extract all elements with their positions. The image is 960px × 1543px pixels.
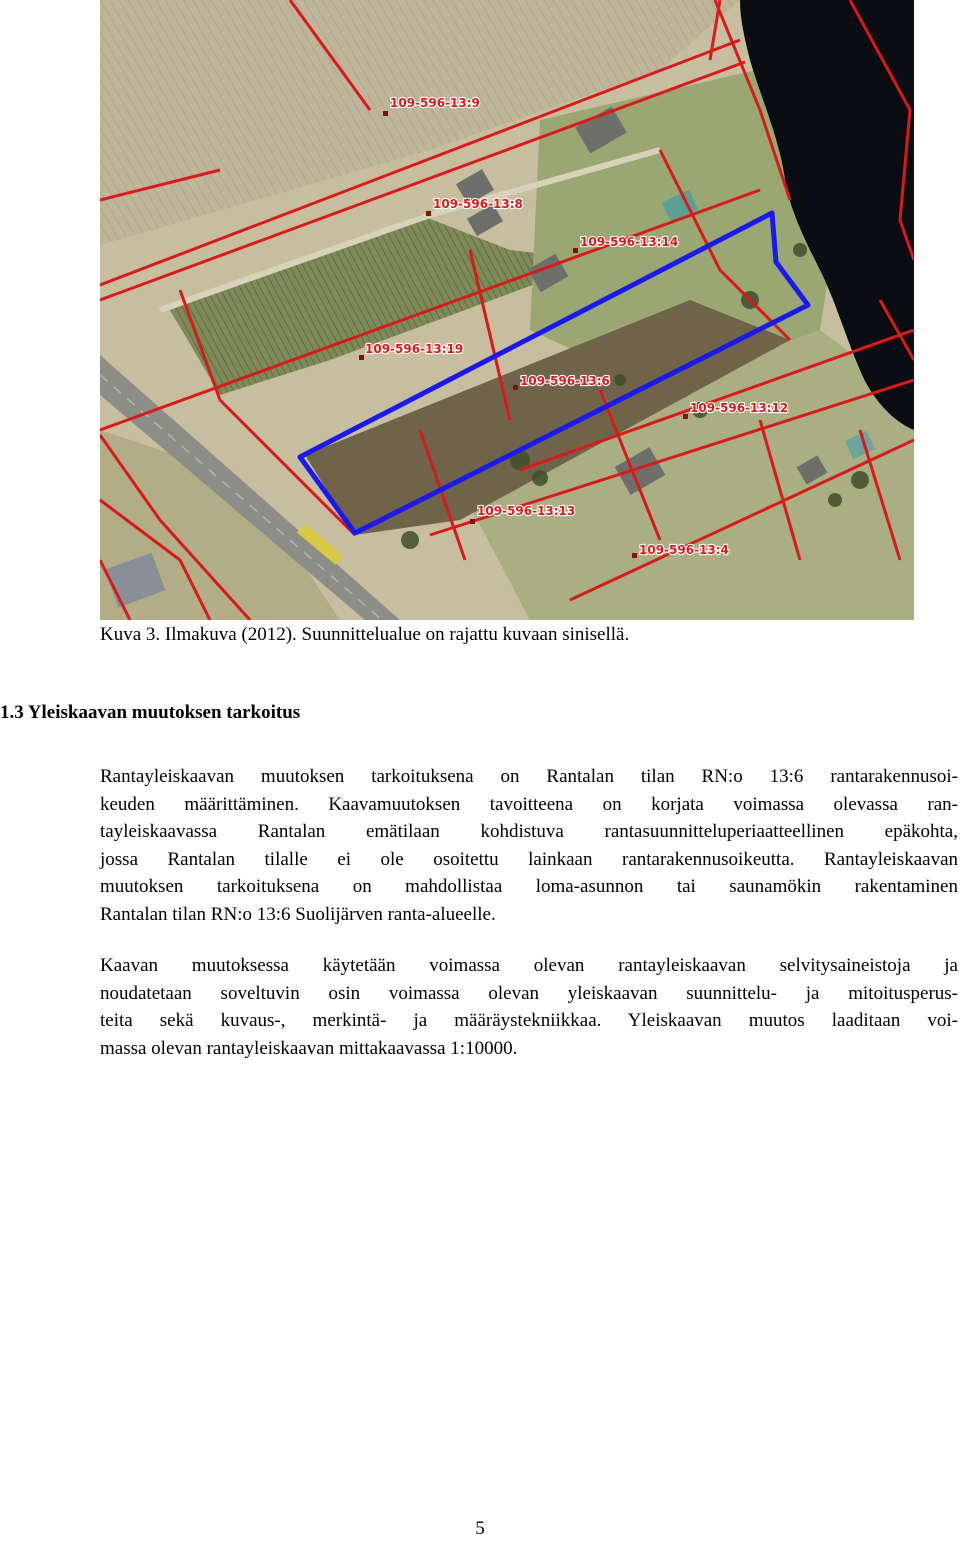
parcel-label: 109-596-13:8 bbox=[433, 197, 523, 211]
text-line: keuden määrittäminen. Kaavamuutoksen tavoitteena on korjata voimassa olevassa ran- bbox=[100, 793, 958, 815]
aerial-map bbox=[100, 0, 914, 620]
parcel-label: 109-596-13:12 bbox=[690, 401, 789, 415]
text-line: teita sekä kuvaus-, merkintä- ja määräystekniikkaa. Yleiskaavan muutos laaditaan voi- bbox=[100, 1010, 958, 1031]
parcel-label: 109-596-13:13 bbox=[477, 504, 576, 518]
text-line: massa olevan rantayleiskaavan mittakaavassa 1:10000. bbox=[100, 1037, 518, 1059]
parcel-label: 109-596-13:19 bbox=[365, 342, 464, 356]
section-heading: 1.3 Yleiskaavan muutoksen tarkoitus bbox=[0, 702, 301, 723]
figure-caption: Kuva 3. Ilmakuva (2012). Suunnittelualue on rajattu kuvaan sinisellä. bbox=[100, 624, 630, 645]
text-line: noudatetaan soveltuvin osin voimassa olevan yleiskaavan suunnittelu- ja mitoitusperus- bbox=[100, 982, 958, 1004]
text-line: Kaavan muutoksessa käytetään voimassa olevan rantayleiskaavan selvitysaineistoja ja bbox=[100, 955, 958, 976]
text-line: Rantalan tilan RN:o 13:6 Suolijärven ranta-alueelle. bbox=[100, 903, 496, 925]
paragraph-2 bbox=[100, 952, 958, 1062]
page-number: 5 bbox=[475, 1518, 485, 1539]
parcel-label: 109-596-13:14 bbox=[580, 235, 679, 249]
aerial-map-figure bbox=[100, 0, 914, 620]
text-line: tayleiskaavassa Rantalan emätilaan kohdistuva rantasuunnitteluperiaatteellinen epäkohta, bbox=[100, 821, 958, 842]
parcel-label: 109-596-13:4 bbox=[639, 543, 729, 557]
parcel-label: 109-596-13:6 bbox=[520, 374, 610, 388]
text-line: Rantayleiskaavan muutoksen tarkoituksena on Rantalan tilan RN:o 13:6 rantarakennusoi- bbox=[100, 766, 958, 787]
text-line: jossa Rantalan tilalle ei ole osoitettu lainkaan rantarakennusoikeutta. Rantayleiskaavan bbox=[100, 848, 958, 870]
paragraph-1 bbox=[100, 763, 958, 928]
parcel-label: 109-596-13:9 bbox=[390, 96, 480, 110]
text-line: muutoksen tarkoituksena on mahdollistaa loma-asunnon tai saunamökin rakentaminen bbox=[100, 876, 958, 897]
